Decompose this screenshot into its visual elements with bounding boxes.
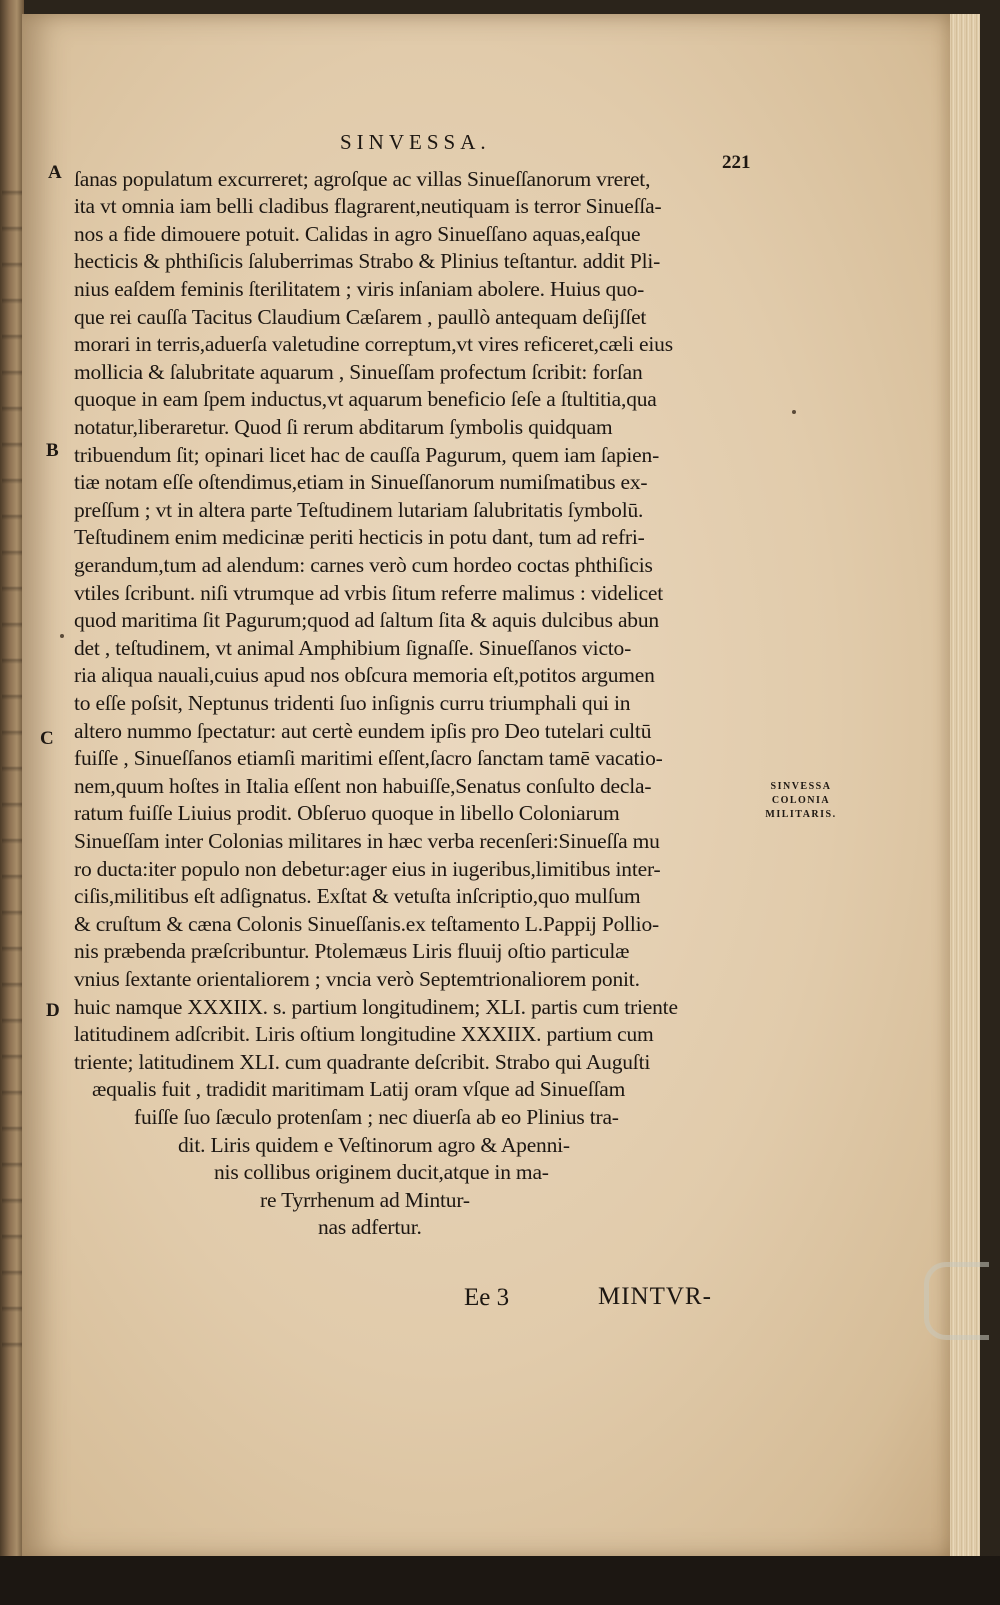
body-line: mollicia & ſalubritate aquarum , Sinueſſam profectum ſcribit: forſan bbox=[74, 360, 643, 384]
body-line: latitudinem adſcribit. Liris oſtium longitudine XXXIIX. partium cum bbox=[74, 1022, 654, 1046]
body-line: æqualis fuit , tradidit maritimam Latij oram vſque ad Sinueſſam bbox=[92, 1077, 626, 1101]
body-line: to eſſe poſsit, Neptunus tridenti ſuo inſignis curru triumphali qui in bbox=[74, 691, 631, 715]
catchword: MINTVR- bbox=[598, 1283, 712, 1310]
body-line: Sinueſſam inter Colonias militares in hæc verba recenſeri:Sinueſſa mu bbox=[74, 829, 660, 853]
body-line: nius eaſdem feminis ſterilitatem ; viris inſaniam abolere. Huius quo- bbox=[74, 277, 645, 301]
signature-mark: Ee 3 bbox=[464, 1284, 510, 1311]
body-line: vtiles ſcribunt. niſi vtrumque ad vrbis ſitum referre malimus : videlicet bbox=[74, 581, 664, 605]
body-line: ſanas populatum excurreret; agroſque ac villas Sinueſſanorum vreret, bbox=[74, 167, 651, 191]
body-line: tribuendum ſit; opinari licet hac de cauſſa Pagurum, quem iam ſapien- bbox=[74, 443, 660, 467]
body-line: fuiſſe , Sinueſſanos etiamſi maritimi eſſent,ſacro ſanctam tamē vacatio- bbox=[74, 746, 663, 770]
running-head: SINVESSA. bbox=[340, 130, 491, 154]
body-line: ria aliqua nauali,cuius apud nos obſcura memoria eſt,potitos argumen bbox=[74, 663, 655, 687]
body-line: Teſtudinem enim medicinæ periti hecticis in potu dant, tum ad refri- bbox=[74, 525, 645, 549]
body-line: vnius ſextante orientaliorem ; vncia verò Septemtrionaliorem ponit. bbox=[74, 967, 640, 991]
body-line: ro ducta:iter populo non debetur:ager eius in iugeribus,limitibus inter- bbox=[74, 857, 661, 881]
body-line: morari in terris,aduerſa valetudine correptum,vt vires reficeret,cæli eius bbox=[74, 332, 673, 356]
body-line: ratum fuiſſe Liuius prodit. Obſeruo quoque in libello Coloniarum bbox=[74, 801, 620, 825]
marginal-note-line: SINVESSA bbox=[770, 781, 832, 792]
body-line: que rei cauſſa Tacitus Claudium Cæſarem , paullò antequam deſijſſet bbox=[74, 305, 647, 329]
body-line: nos a fide dimouere potuit. Calidas in agro Sinueſſano aquas,eaſque bbox=[74, 222, 641, 246]
body-line: nem,quum hoſtes in Italia eſſent non habuiſſe,Senatus conſulto decla- bbox=[74, 774, 652, 798]
body-line: preſſum ; vt in altera parte Teſtudinem lutariam ſalubritatis ſymbolū. bbox=[74, 498, 644, 522]
body-line: tiæ notam eſſe oſtendimus,etiam in Sinueſſanorum numiſmatibus ex- bbox=[74, 470, 648, 494]
marginal-note bbox=[756, 780, 846, 822]
marginal-note-line: MILITARIS. bbox=[765, 809, 837, 820]
page-number: 221 bbox=[722, 152, 751, 173]
section-marker-c: C bbox=[40, 728, 54, 749]
body-line: triente; latitudinem XLI. cum quadrante deſcribit. Strabo qui Auguſti bbox=[74, 1050, 651, 1074]
body-line: huic namque XXXIIX. s. partium longitudinem; XLI. partis cum triente bbox=[74, 995, 678, 1019]
section-marker-a: A bbox=[48, 162, 62, 183]
body-line: nis præbenda præſcribuntur. Ptolemæus Liris fluuij oſtio particulæ bbox=[74, 939, 630, 963]
body-line: nis collibus originem ducit,atque in ma- bbox=[214, 1160, 549, 1184]
body-line: det , teſtudinem, vt animal Amphibium ſignaſſe. Sinueſſanos victo- bbox=[74, 636, 632, 660]
body-line: quoque in eam ſpem inductus,vt aquarum beneficio ſeſe a ſtultitia,qua bbox=[74, 387, 657, 411]
body-line: altero nummo ſpectatur: aut certè eundem ipſis pro Deo tutelari cultū bbox=[74, 719, 652, 743]
body-line: & cruſtum & cæna Colonis Sinueſſanis.ex teſtamento L.Pappij Pollio- bbox=[74, 912, 659, 936]
body-line: nas adfertur. bbox=[318, 1215, 422, 1239]
body-line: dit. Liris quidem e Veſtinorum agro & Apenni- bbox=[178, 1133, 570, 1157]
body-line: quod maritima ſit Pagurum;quod ad ſaltum ſita & aquis dulcibus abun bbox=[74, 608, 659, 632]
body-line: notatur,liberaretur. Quod ſi rerum abditarum ſymbolis quidquam bbox=[74, 415, 613, 439]
ink-speck bbox=[60, 634, 64, 638]
section-marker-b: B bbox=[46, 440, 59, 461]
body-line: re Tyrrhenum ad Mintur- bbox=[260, 1188, 470, 1212]
marginal-note-line: COLONIA bbox=[771, 795, 831, 806]
body-line: ita vt omnia iam belli cladibus flagrarent,neutiquam is terror Sinueſſa- bbox=[74, 194, 662, 218]
body-line: gerandum,tum ad alendum: carnes verò cum hordeo coctas phthiſicis bbox=[74, 553, 653, 577]
body-line: ciſis,militibus eſt adſignatus. Exſtat & vetuſta inſcriptio,quo mulſum bbox=[74, 884, 641, 908]
body-line: hecticis & phthiſicis ſaluberrimas Strabo & Plinius teſtantur. addit Pli- bbox=[74, 249, 661, 273]
body-line: fuiſſe ſuo ſæculo protenſam ; nec diuerſa ab eo Plinius tra- bbox=[134, 1105, 619, 1129]
section-marker-d: D bbox=[46, 1000, 60, 1021]
ink-speck bbox=[792, 410, 796, 414]
